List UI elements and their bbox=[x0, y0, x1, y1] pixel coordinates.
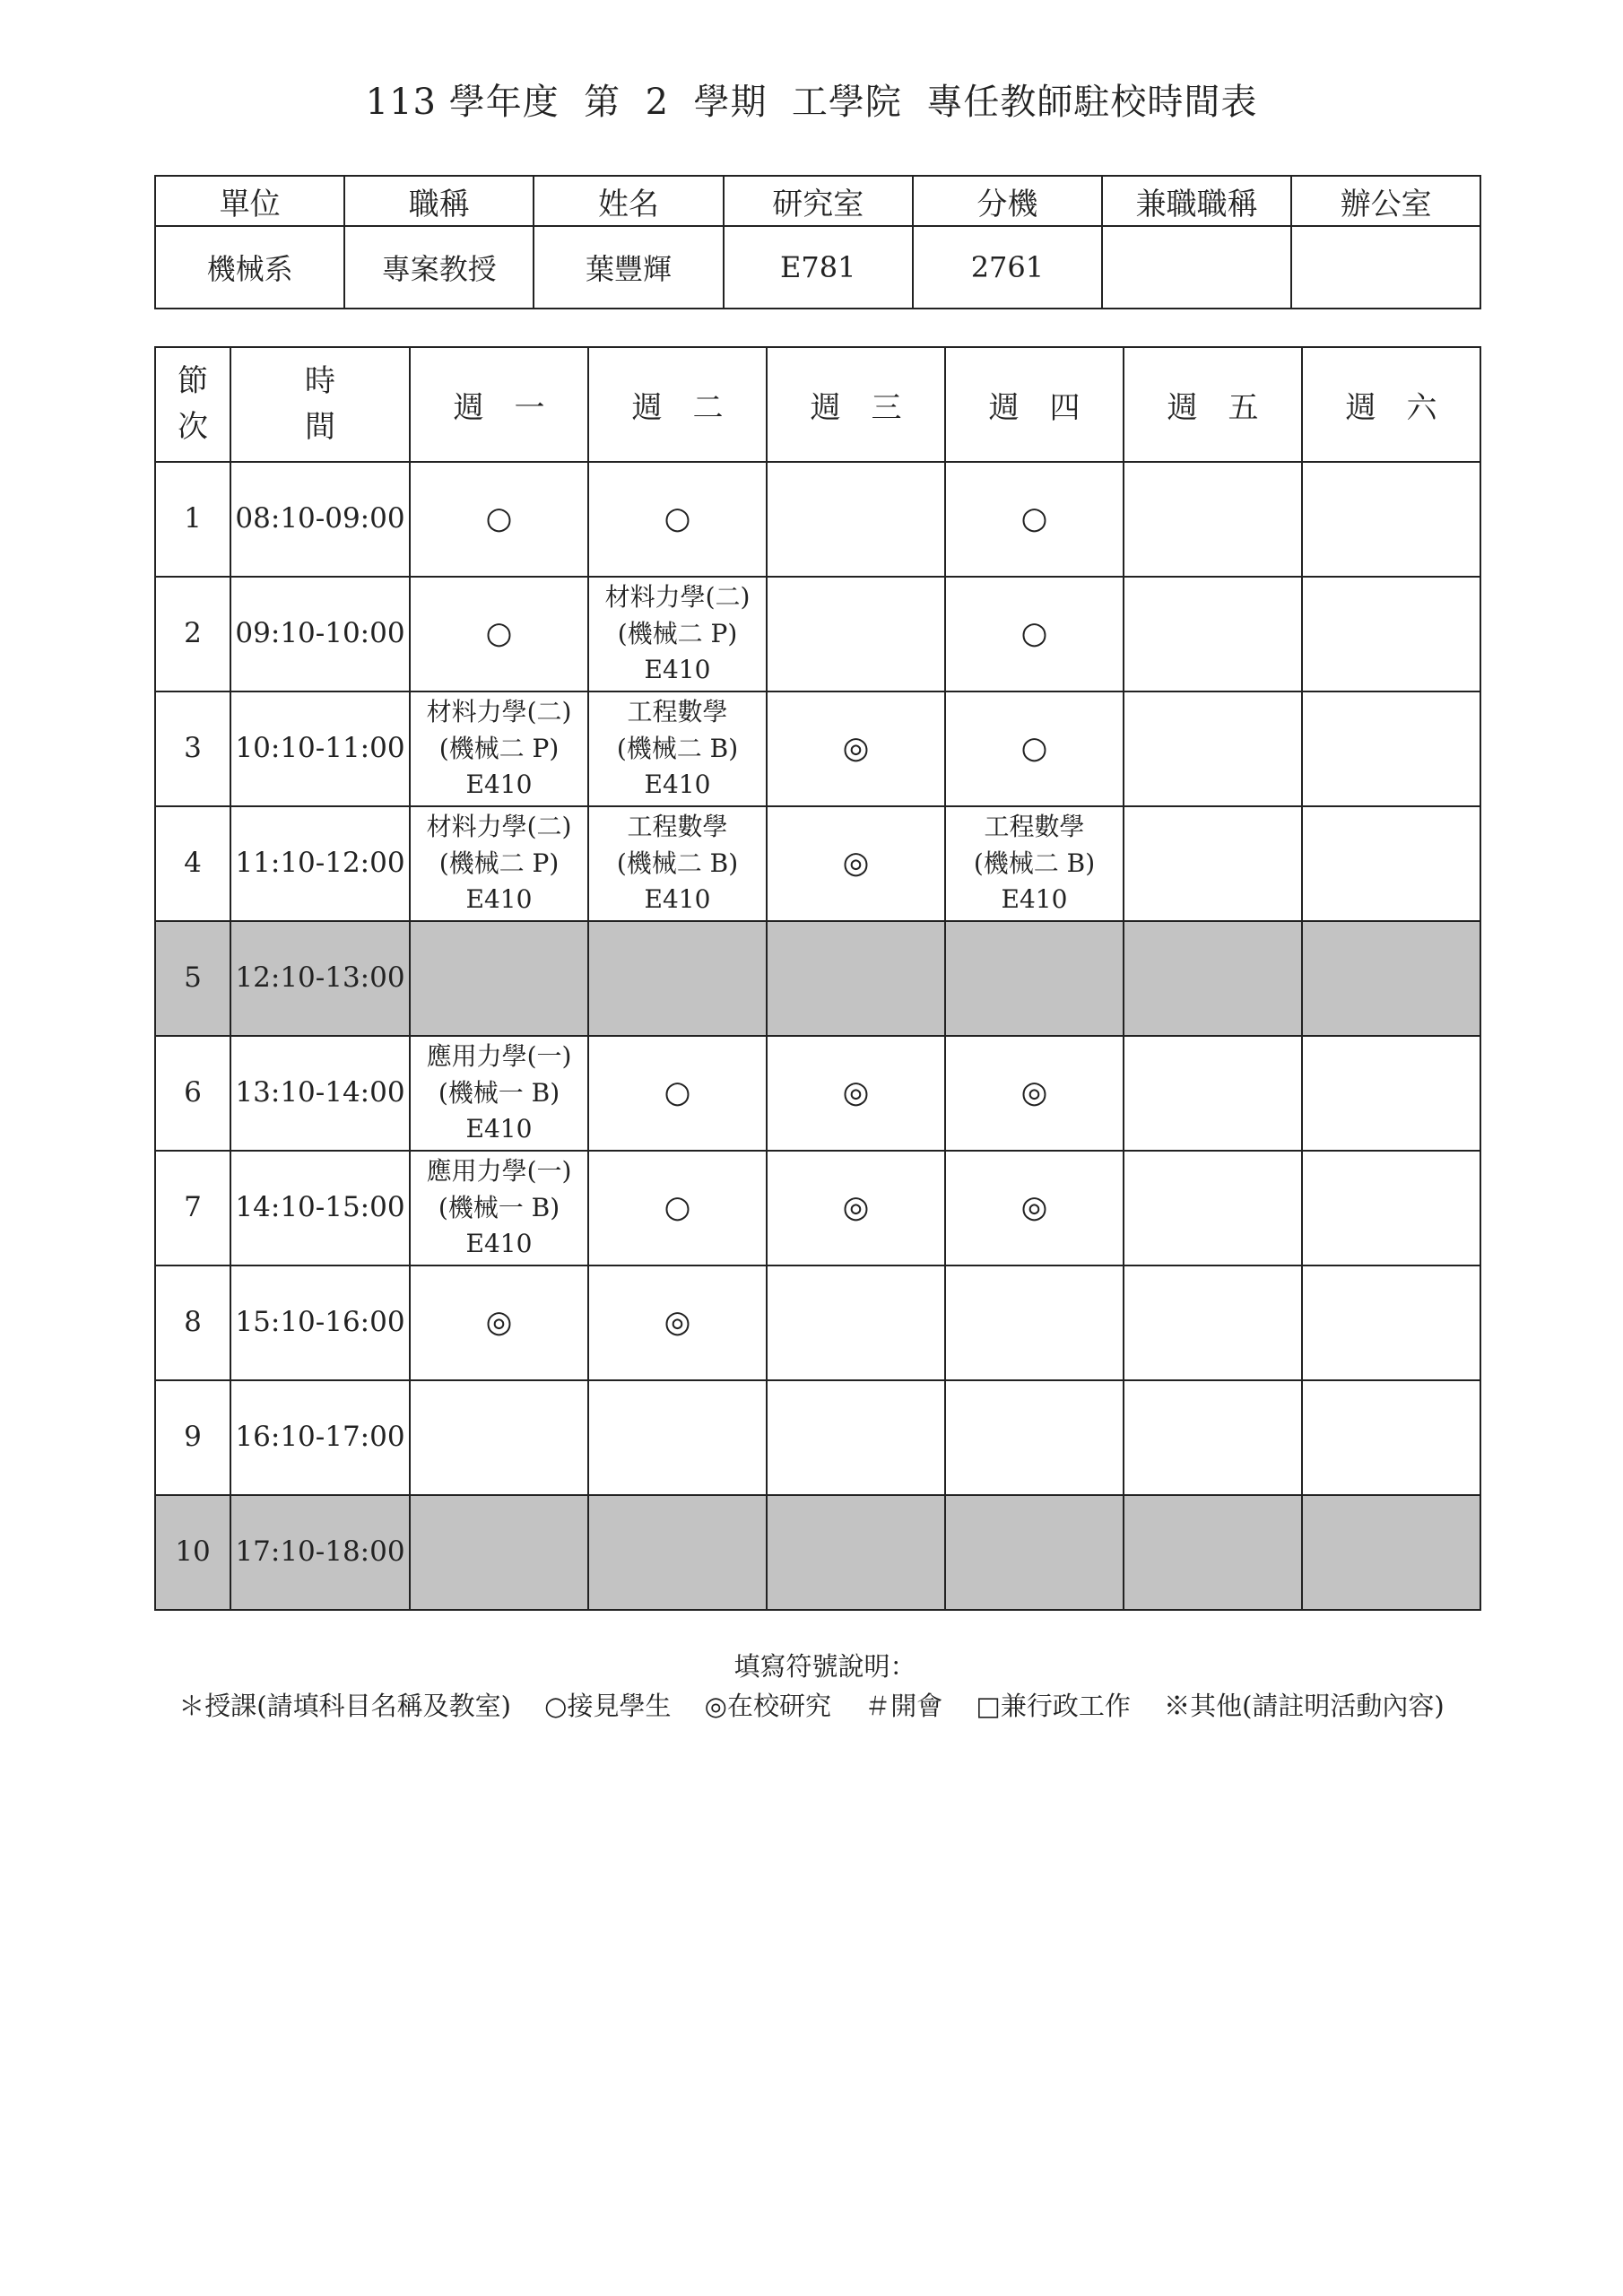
schedule-cell bbox=[1124, 1265, 1302, 1380]
schedule-cell bbox=[945, 1151, 1124, 1265]
course-name: 應用力學(一) bbox=[426, 1156, 572, 1187]
period-number: 5 bbox=[155, 921, 230, 1036]
office-hours-mark: ○ bbox=[485, 615, 513, 652]
schedule-cell bbox=[1124, 1495, 1302, 1610]
period-time: 12:10-13:00 bbox=[230, 921, 410, 1036]
period-number: 8 bbox=[155, 1265, 230, 1380]
schedule-cell bbox=[945, 1380, 1124, 1495]
course-class: (機械二 P) bbox=[438, 848, 560, 878]
course-room: E410 bbox=[644, 655, 711, 685]
header-day-mon: 週 一 bbox=[410, 347, 588, 462]
schedule-table bbox=[154, 346, 1481, 1611]
period-number: 3 bbox=[155, 691, 230, 806]
schedule-row bbox=[155, 1036, 1480, 1151]
info-value-row bbox=[155, 226, 1480, 309]
schedule-cell bbox=[1124, 462, 1302, 577]
course-class: (機械二 B) bbox=[973, 848, 1096, 878]
course-class: (機械一 B) bbox=[438, 1192, 560, 1222]
schedule-row bbox=[155, 1151, 1480, 1265]
schedule-cell bbox=[410, 1265, 588, 1380]
header-day-fri: 週 五 bbox=[1124, 347, 1302, 462]
legend bbox=[0, 1686, 1623, 1723]
schedule-row bbox=[155, 691, 1480, 806]
schedule-row bbox=[155, 1380, 1480, 1495]
schedule-cell bbox=[588, 1380, 767, 1495]
schedule-body bbox=[155, 462, 1480, 1610]
office-hours-mark: ○ bbox=[485, 500, 513, 537]
schedule-cell bbox=[767, 1495, 945, 1610]
schedule-cell bbox=[588, 462, 767, 577]
legend-item-admin: □兼行政工作 bbox=[976, 1691, 1131, 1721]
research-mark: ◎ bbox=[842, 845, 870, 882]
schedule-cell bbox=[1302, 806, 1480, 921]
schedule-cell bbox=[1124, 921, 1302, 1036]
header-day-sat: 週 六 bbox=[1302, 347, 1480, 462]
office-hours-mark: ○ bbox=[1020, 500, 1048, 537]
course-room: E410 bbox=[465, 1114, 533, 1144]
period-number: 6 bbox=[155, 1036, 230, 1151]
schedule-cell bbox=[767, 1036, 945, 1151]
schedule-header-row bbox=[155, 347, 1480, 462]
course-class: (機械二 P) bbox=[438, 733, 560, 763]
research-mark: ◎ bbox=[664, 1304, 691, 1341]
schedule-cell bbox=[1302, 1036, 1480, 1151]
schedule-cell bbox=[945, 691, 1124, 806]
schedule-row bbox=[155, 462, 1480, 577]
info-value-concurrent-title bbox=[1102, 226, 1291, 309]
schedule-cell bbox=[767, 1265, 945, 1380]
schedule-row bbox=[155, 806, 1480, 921]
schedule-cell bbox=[410, 1036, 588, 1151]
schedule-cell bbox=[588, 1495, 767, 1610]
office-hours-mark: ○ bbox=[1020, 615, 1048, 652]
schedule-row bbox=[155, 921, 1480, 1036]
legend-item-meeting: ＃開會 bbox=[864, 1691, 943, 1721]
office-hours-mark: ○ bbox=[664, 1189, 691, 1226]
course-name: 工程數學 bbox=[627, 812, 728, 842]
office-hours-mark: ○ bbox=[664, 1074, 691, 1111]
schedule-cell bbox=[945, 1495, 1124, 1610]
period-number: 1 bbox=[155, 462, 230, 577]
research-mark: ◎ bbox=[842, 1074, 870, 1111]
header-day-thu: 週 四 bbox=[945, 347, 1124, 462]
research-mark: ◎ bbox=[485, 1304, 513, 1341]
info-header-concurrent-title: 兼職職稱 bbox=[1102, 176, 1291, 226]
schedule-row bbox=[155, 1495, 1480, 1610]
period-time: 11:10-12:00 bbox=[230, 806, 410, 921]
schedule-cell bbox=[1302, 1151, 1480, 1265]
schedule-cell bbox=[410, 462, 588, 577]
legend-item-meeting-students: ○接見學生 bbox=[544, 1691, 672, 1721]
info-value-position: 專案教授 bbox=[344, 226, 534, 309]
schedule-cell bbox=[1302, 691, 1480, 806]
schedule-cell bbox=[767, 806, 945, 921]
schedule-cell bbox=[945, 806, 1124, 921]
header-period-line: 節 bbox=[178, 363, 208, 399]
research-mark: ◎ bbox=[1020, 1189, 1048, 1226]
schedule-cell bbox=[945, 1036, 1124, 1151]
info-header-extension: 分機 bbox=[913, 176, 1102, 226]
period-time: 09:10-10:00 bbox=[230, 577, 410, 691]
header-time bbox=[230, 347, 410, 462]
teacher-info-table bbox=[154, 175, 1481, 309]
period-time: 16:10-17:00 bbox=[230, 1380, 410, 1495]
course-name: 材料力學(二) bbox=[426, 697, 572, 727]
schedule-cell bbox=[588, 691, 767, 806]
course-room: E410 bbox=[1001, 884, 1068, 915]
course-class: (機械二 P) bbox=[617, 618, 738, 648]
period-number: 10 bbox=[155, 1495, 230, 1610]
schedule-cell bbox=[1302, 1380, 1480, 1495]
schedule-cell bbox=[588, 1036, 767, 1151]
period-number: 7 bbox=[155, 1151, 230, 1265]
schedule-cell bbox=[410, 1380, 588, 1495]
period-time: 10:10-11:00 bbox=[230, 691, 410, 806]
schedule-cell bbox=[588, 577, 767, 691]
legend-item-other: ※其他(請註明活動內容) bbox=[1164, 1691, 1445, 1721]
schedule-cell bbox=[410, 691, 588, 806]
info-value-office bbox=[1291, 226, 1480, 309]
info-header-lab: 研究室 bbox=[724, 176, 913, 226]
course-room: E410 bbox=[465, 770, 533, 800]
header-time-line: 間 bbox=[305, 409, 335, 445]
info-header-office: 辦公室 bbox=[1291, 176, 1480, 226]
research-mark: ◎ bbox=[842, 730, 870, 767]
course-room: E410 bbox=[644, 884, 711, 915]
course-class: (機械二 B) bbox=[616, 848, 739, 878]
schedule-cell bbox=[1124, 806, 1302, 921]
schedule-cell bbox=[410, 806, 588, 921]
research-mark: ◎ bbox=[842, 1189, 870, 1226]
header-time-line: 時 bbox=[305, 363, 335, 399]
legend-title: 填寫符號說明： bbox=[733, 1651, 916, 1682]
schedule-cell bbox=[767, 691, 945, 806]
schedule-cell bbox=[1124, 577, 1302, 691]
info-header-unit: 單位 bbox=[155, 176, 344, 226]
schedule-cell bbox=[1302, 462, 1480, 577]
schedule-cell bbox=[1124, 691, 1302, 806]
schedule-cell bbox=[767, 921, 945, 1036]
schedule-cell bbox=[1124, 1036, 1302, 1151]
research-mark: ◎ bbox=[1020, 1074, 1048, 1111]
schedule-cell bbox=[945, 462, 1124, 577]
header-period bbox=[155, 347, 230, 462]
office-hours-mark: ○ bbox=[1020, 730, 1048, 767]
schedule-cell bbox=[588, 1265, 767, 1380]
schedule-cell bbox=[1124, 1151, 1302, 1265]
office-hours-mark: ○ bbox=[664, 500, 691, 537]
course-name: 應用力學(一) bbox=[426, 1041, 572, 1072]
schedule-cell bbox=[588, 1151, 767, 1265]
schedule-row bbox=[155, 1265, 1480, 1380]
schedule-cell bbox=[1302, 1265, 1480, 1380]
page-title: 113 學年度 第 2 學期 工學院 專任教師駐校時間表 bbox=[365, 82, 1258, 123]
header-day-tue: 週 二 bbox=[588, 347, 767, 462]
schedule-cell bbox=[767, 462, 945, 577]
legend-item-research: ◎在校研究 bbox=[704, 1691, 831, 1721]
course-name: 工程數學 bbox=[627, 697, 728, 727]
info-header-name: 姓名 bbox=[534, 176, 723, 226]
schedule-cell bbox=[410, 921, 588, 1036]
header-period-line: 次 bbox=[178, 409, 208, 445]
schedule-cell bbox=[1302, 577, 1480, 691]
legend-item-teaching: ＊授課(請填科目名稱及教室) bbox=[178, 1691, 511, 1721]
course-class: (機械一 B) bbox=[438, 1077, 560, 1108]
period-number: 2 bbox=[155, 577, 230, 691]
schedule-cell bbox=[767, 1380, 945, 1495]
header-day-wed: 週 三 bbox=[767, 347, 945, 462]
period-number: 4 bbox=[155, 806, 230, 921]
schedule-cell bbox=[1124, 1380, 1302, 1495]
schedule-cell bbox=[410, 1495, 588, 1610]
period-number: 9 bbox=[155, 1380, 230, 1495]
course-room: E410 bbox=[465, 884, 533, 915]
schedule-cell bbox=[945, 1265, 1124, 1380]
period-time: 14:10-15:00 bbox=[230, 1151, 410, 1265]
schedule-cell bbox=[945, 577, 1124, 691]
course-name: 工程數學 bbox=[984, 812, 1085, 842]
schedule-cell bbox=[1302, 921, 1480, 1036]
period-time: 17:10-18:00 bbox=[230, 1495, 410, 1610]
schedule-cell bbox=[410, 577, 588, 691]
course-name: 材料力學(二) bbox=[426, 812, 572, 842]
info-header-position: 職稱 bbox=[344, 176, 534, 226]
info-value-unit: 機械系 bbox=[155, 226, 344, 309]
period-time: 13:10-14:00 bbox=[230, 1036, 410, 1151]
info-value-extension: 2761 bbox=[913, 226, 1102, 309]
info-header-row bbox=[155, 176, 1480, 226]
schedule-cell bbox=[410, 1151, 588, 1265]
period-time: 15:10-16:00 bbox=[230, 1265, 410, 1380]
schedule-cell bbox=[588, 921, 767, 1036]
course-room: E410 bbox=[465, 1229, 533, 1259]
schedule-cell bbox=[1302, 1495, 1480, 1610]
info-value-name: 葉豐輝 bbox=[534, 226, 723, 309]
course-name: 材料力學(二) bbox=[604, 582, 751, 613]
schedule-row bbox=[155, 577, 1480, 691]
course-room: E410 bbox=[644, 770, 711, 800]
schedule-cell bbox=[767, 577, 945, 691]
period-time: 08:10-09:00 bbox=[230, 462, 410, 577]
info-value-lab: E781 bbox=[724, 226, 913, 309]
schedule-cell bbox=[945, 921, 1124, 1036]
schedule-cell bbox=[767, 1151, 945, 1265]
course-class: (機械二 B) bbox=[616, 733, 739, 763]
schedule-cell bbox=[588, 806, 767, 921]
